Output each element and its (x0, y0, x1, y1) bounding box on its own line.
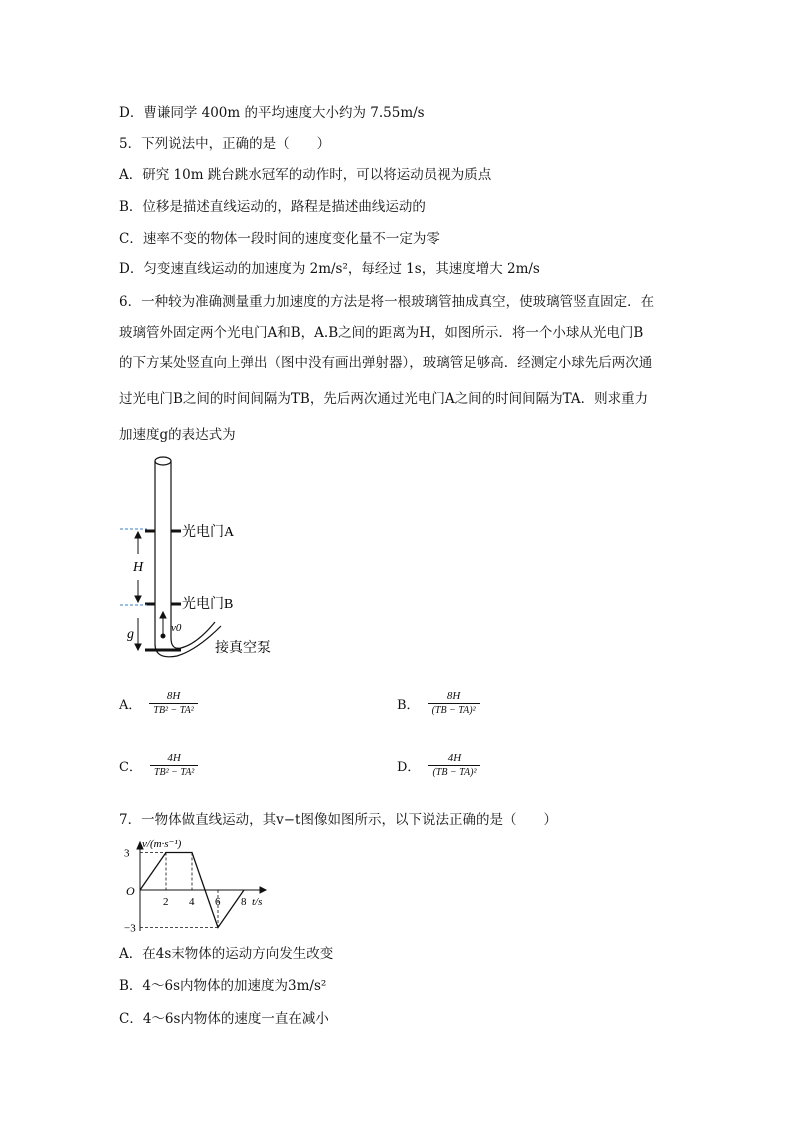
v0-arrow (160, 612, 166, 634)
y-tick-label: −3 (124, 922, 136, 935)
q6-line-1: 6．一种较为准确测量重力加速度的方法是将一根玻璃管抽成真空，使玻璃管竖直固定．在 (119, 294, 655, 310)
label-gate-a: 光电门A (182, 525, 235, 540)
q4-option-d: D．曹谦同学 400m 的平均速度大小约为 7.55m/s (119, 105, 425, 121)
graph-ylabel: v/(m·s⁻¹) (142, 838, 182, 850)
q6-option-c-num: 4H (167, 752, 181, 764)
q5-option-d: D．匀变速直线运动的加速度为 2m/s²，每经过 1s，其速度增大 2m/s (119, 261, 540, 277)
q5-option-b: B．位移是描述直线运动的，路程是描述曲线运动的 (119, 199, 426, 215)
q5-option-c: C．速率不变的物体一段时间的速度变化量不一定为零 (119, 231, 440, 247)
label-pump: 接真空泵 (215, 641, 271, 656)
glass-tube (155, 457, 221, 657)
q6-option-c-den: TB² − TA² (150, 765, 198, 778)
q6-option-c (119, 752, 198, 778)
q6-line-3: 的下方某处竖直向上弹出（图中没有画出弹射器），玻璃管足够高．经测定小球先后两次通 (119, 355, 653, 371)
q6-option-a (119, 690, 198, 716)
q6-line-4: 过光电门B之间的时间间隔为TB，先后两次通过光电门A之间的时间间隔为TA．则求重力 (119, 391, 649, 407)
q6-option-b-den: (TB − TA)² (428, 703, 480, 716)
q7-vt-graph (120, 835, 280, 940)
x-axis (140, 887, 266, 893)
q6-option-b-fraction (428, 690, 480, 716)
q6-option-d-fraction (428, 752, 480, 778)
y-tick-label: 3 (124, 847, 130, 860)
q5-stem: 5．下列说法中，正确的是（ ） (119, 136, 331, 152)
q6-option-a-den: TB² − TA² (149, 703, 197, 716)
q6-apparatus-figure (115, 450, 305, 665)
q5-option-a: A．研究 10m 跳台跳水冠军的动作时，可以将运动员视为质点 (119, 167, 492, 183)
q6-option-b-num: 8H (446, 690, 461, 702)
x-tick-label: 8 (241, 896, 247, 908)
label-gate-b: 光电门B (182, 597, 234, 612)
label-h: H (133, 560, 144, 575)
q6-line-2: 玻璃管外固定两个光电门A和B，A.B之间的距离为H，如图所示．将一个小球从光电门B (119, 325, 644, 341)
label-v0: v0 (171, 622, 182, 634)
x-tick-label: 6 (215, 896, 221, 908)
q6-option-d (397, 752, 480, 778)
q6-option-b-label: B． (397, 697, 420, 713)
q7-option-b: B．4～6s内物体的加速度为3m/s² (119, 978, 327, 994)
q6-option-a-label: A． (119, 697, 142, 713)
label-g: g (127, 627, 134, 642)
ball (161, 634, 166, 639)
q6-option-a-fraction (149, 690, 197, 716)
x-tick-label: 2 (163, 896, 169, 908)
graph-origin: O (126, 884, 135, 898)
g-arrow (135, 618, 141, 650)
q6-option-d-num: 4H (447, 752, 462, 764)
q7-option-a: A．在4s末物体的运动方向发生改变 (119, 946, 334, 962)
q6-option-a-num: 8H (166, 690, 181, 702)
q6-line-5: 加速度g的表达式为 (119, 427, 236, 443)
x-tick-label: 4 (189, 896, 195, 908)
graph-xlabel: t/s (252, 896, 263, 908)
q6-option-c-label: C． (119, 759, 142, 775)
q7-stem: 7．一物体做直线运动，其v−t图像如图所示，以下说法正确的是（ ） (119, 812, 557, 828)
q7-option-c: C．4～6s内物体的速度一直在减小 (119, 1011, 329, 1027)
q6-option-c-fraction (150, 752, 198, 778)
q6-option-d-label: D． (397, 759, 421, 775)
q6-option-b (397, 690, 480, 716)
q6-option-d-den: (TB − TA)² (428, 765, 480, 778)
